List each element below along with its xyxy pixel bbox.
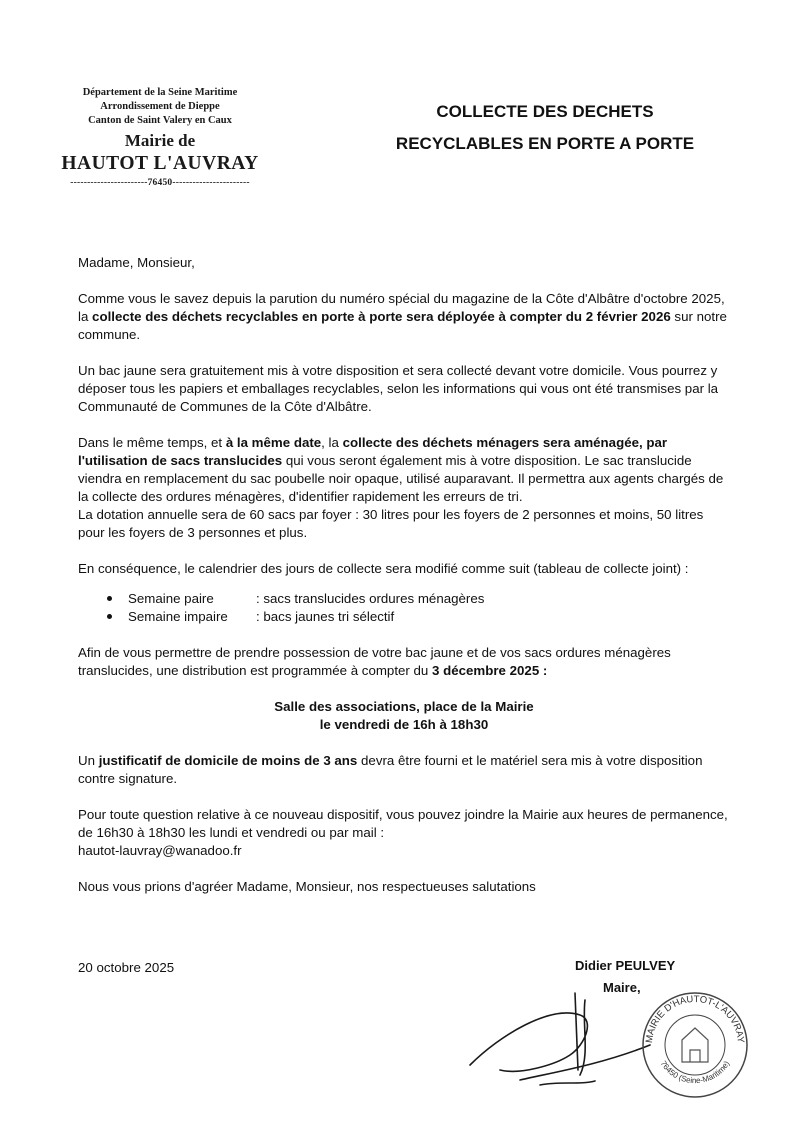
paragraph-translucent-bags — [78, 434, 730, 506]
seal-text: MAIRIE D'HAUTOT-L'AUVRAY — [643, 993, 747, 1044]
document-title — [345, 96, 745, 160]
letter-body — [78, 254, 730, 914]
signer-role: Maire, — [603, 980, 641, 995]
salutation: Madame, Monsieur, — [78, 255, 195, 270]
handwritten-signature — [460, 985, 660, 1095]
paragraph-intro — [78, 290, 730, 344]
commune-name: HAUTOT L'AUVRAY — [61, 153, 259, 174]
canton-line: Canton de Saint Valery en Caux — [88, 115, 232, 126]
intro-end: sur notre commune. — [78, 309, 727, 342]
distribution-text: Afin de vous permettre de prendre possession de votre bac jaune et de vos sacs ordures ménagères translucides, une distribution est programmée à compter du — [78, 645, 671, 678]
distribution-date: 3 décembre 2025 : — [432, 663, 548, 678]
bags-text-a: Dans le même temps, et — [78, 435, 226, 450]
schedule-label: Semaine impaire — [128, 609, 228, 624]
closing-line: Nous vous prions d'agréer Madame, Monsieur, nos respectueuses salutations — [78, 879, 536, 894]
proof-highlight: justificatif de domicile de moins de 3 ans — [98, 753, 358, 768]
paragraph-distribution — [78, 644, 730, 680]
paragraph-contact: Pour toute question relative à ce nouveau dispositif, vous pouvez joindre la Mairie aux heures de permanence, de 16h30 à 18h30 les lundi et vendredi ou par mail : — [78, 807, 728, 840]
schedule-item-even — [78, 590, 730, 608]
paragraph-schedule-intro: En conséquence, le calendrier des jours de collecte sera modifié comme suit (tableau de collecte joint) : — [78, 561, 689, 576]
postal-code-line: -----------------------76450----------------------- — [70, 178, 250, 188]
schedule-item-odd — [78, 608, 730, 626]
letter-date: 20 octobre 2025 — [78, 960, 175, 975]
title-line-2: RECYCLABLES EN PORTE A PORTE — [395, 134, 695, 153]
paragraph-yellow-bin: Un bac jaune sera gratuitement mis à votre disposition et sera collecté devant votre domicile. Vous pourrez y déposer tous les papiers et emballages recyclables, selon les informations qui vous ont été transmises par la Communauté de Communes de la Côte d'Albâtre. — [78, 363, 719, 414]
intro-highlight: collecte des déchets recyclables en porte à porte sera déployée à compter du 2 février 2026 — [92, 309, 671, 324]
schedule-value: : bacs jaunes tri sélectif — [256, 609, 395, 624]
bags-text-c: , la — [321, 435, 343, 450]
schedule-list — [78, 590, 730, 626]
bags-text-e: qui vous seront également mis à votre disposition. Le sac translucide viendra en remplacement du sac poubelle noir opaque, utilisé auparavant. Il permettra aux agents chargés de la collecte des ordures ménagères, d'identifier rapidement les erreurs de tri. — [78, 453, 724, 504]
proof-text-a: Un — [78, 753, 99, 768]
seal-subtext: 76450 (Seine-Maritime) — [658, 1059, 732, 1086]
letterhead — [40, 86, 280, 189]
schedule-label: Semaine paire — [128, 591, 214, 606]
proof-text-c: devra être fourni et le matériel sera mis à votre disposition contre signature. — [78, 753, 703, 786]
arrondissement-line: Arrondissement de Dieppe — [100, 101, 220, 112]
contact-email: hautot-lauvray@wanadoo.fr — [78, 843, 242, 858]
venue-line-2: le vendredi de 16h à 18h30 — [319, 717, 489, 732]
schedule-value: : sacs translucides ordures ménagères — [256, 591, 485, 606]
department-line: Département de la Seine Maritime — [82, 87, 238, 98]
mairie-line: Mairie de — [124, 131, 196, 150]
paragraph-allocation: La dotation annuelle sera de 60 sacs par foyer : 30 litres pour les foyers de 2 personnes et moins, 50 litres pour les foyers de 3 personnes et plus. — [78, 507, 704, 540]
title-line-1: COLLECTE DES DECHETS — [436, 102, 654, 121]
bags-highlight-collection: collecte des déchets ménagers sera aménagée, par l'utilisation de sacs translucides — [78, 435, 668, 468]
bags-highlight-date: à la même date — [225, 435, 322, 450]
venue-block — [78, 698, 730, 734]
signer-name: Didier PEULVEY — [575, 958, 676, 973]
paragraph-proof — [78, 752, 730, 788]
venue-line-1: Salle des associations, place de la Mairie — [274, 699, 534, 714]
intro-text: Comme vous le savez depuis la parution du numéro spécial du magazine de la Côte d'Albâtre d'octobre 2025, la — [78, 291, 725, 324]
town-seal — [640, 990, 750, 1100]
